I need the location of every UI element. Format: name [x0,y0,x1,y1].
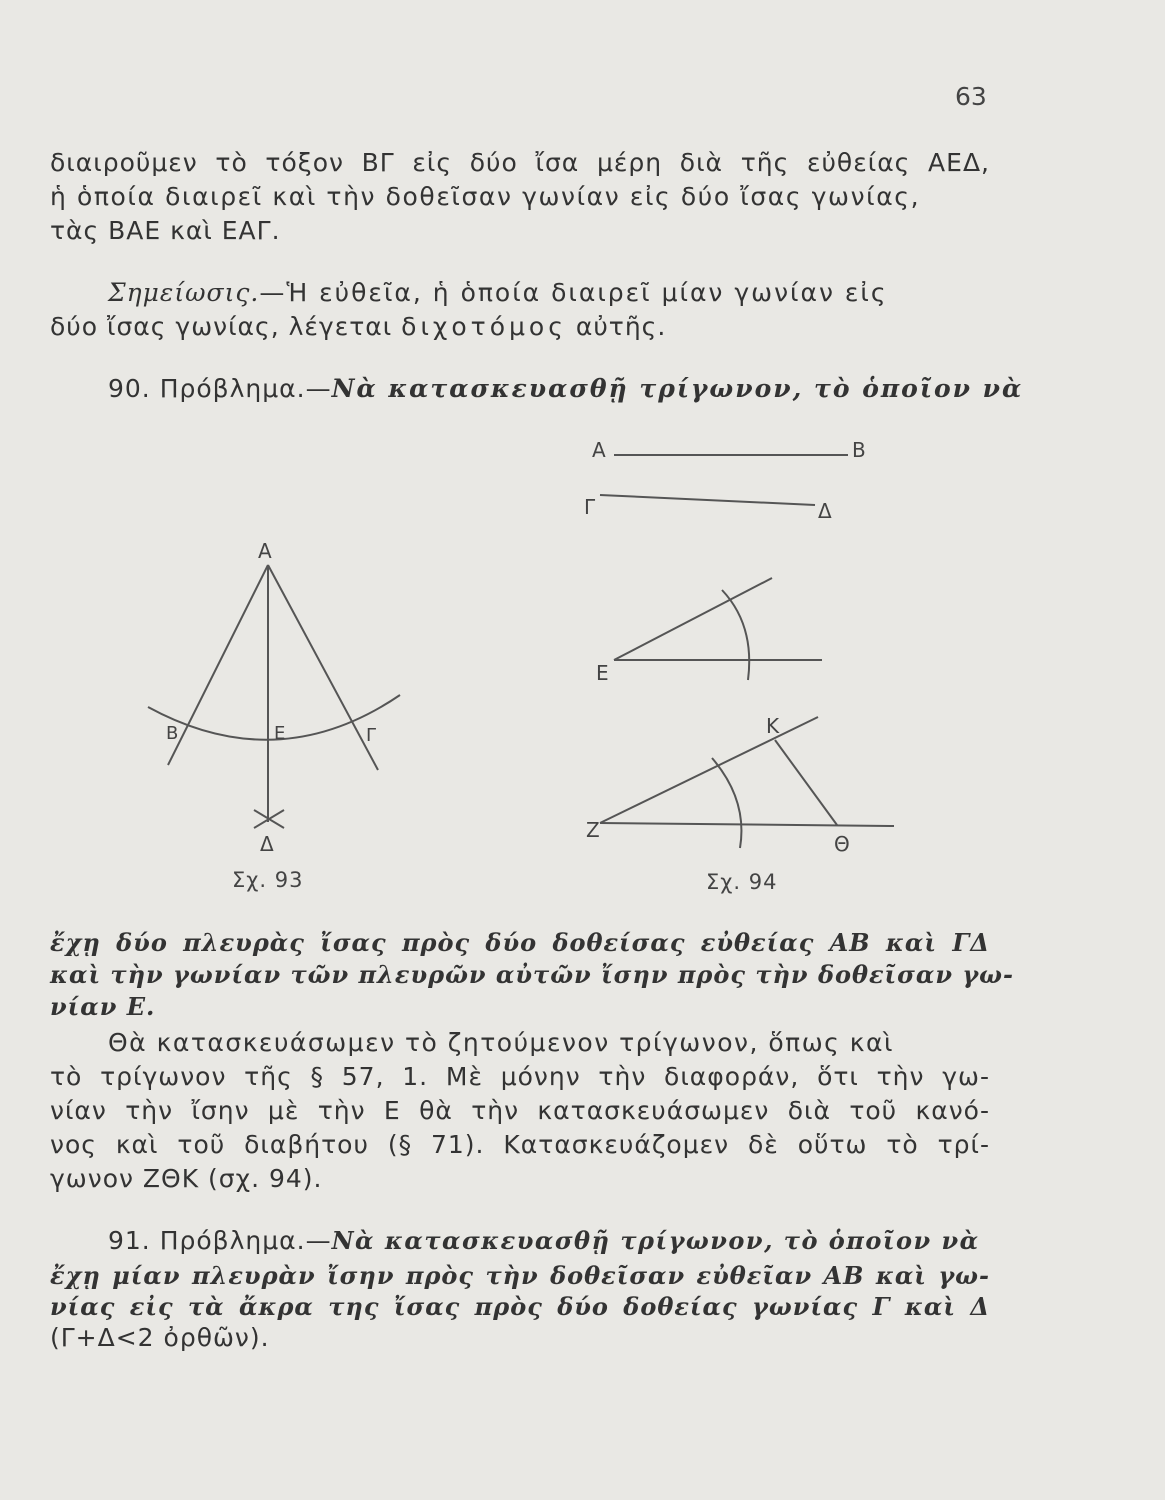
problem-90-title: 90. Πρόβλημα. [108,374,306,403]
page-number: 63 [955,82,987,111]
fig94-caption: Σχ. 94 [706,870,778,894]
note-text: δύο ἴσας γωνίας, λέγεται [50,312,402,341]
text-line: τὰς ΒΑΕ καὶ ΕΑΓ. [50,216,281,245]
problem-90-line-3: καὶ τὴν γωνίαν τῶν πλευρῶν αὐτῶν ἴσην πρὸς τὴν δοθεῖσαν γω- [50,960,1014,989]
fig94-label-d: Δ [818,499,832,523]
problem-90-line-2: ἔχῃ δύο πλευρὰς ἴσας πρὸς δύο δοθείσας εὐθείας ΑΒ καὶ ΓΔ [50,928,990,957]
text-line: γωνον ΖΘΚ (σχ. 94). [50,1164,323,1193]
fig94-side-kth [775,740,837,825]
fig94-label-a: Α [592,438,606,462]
problem-91-line-3: νίας εἰς τὰ ἄκρα της ἴσας πρὸς δύο δοθείας γωνίας Γ καὶ Δ [50,1292,990,1321]
problem-90-line-4: νίαν Ε. [50,992,156,1021]
text-line: ἡ ὁποία διαιρεῖ καὶ τὴν δοθεῖσαν γωνίαν εἰς δύο ἴσας γωνίας, [50,182,921,211]
problem-91-line-1 [50,1224,990,1258]
problem-91-text: Νὰ κατασκευασθῇ τρίγωνον, τὸ ὁποῖον νὰ [331,1226,980,1255]
problem-91-body [50,1260,990,1353]
fig93-label-e: Ε [274,723,286,744]
text-line: νος καὶ τοῦ διαβήτου (§ 71). Κατασκευάζομεν δὲ οὕτω τὸ τρί- [50,1130,990,1159]
note-label: Σημείωσις. [108,278,260,307]
fig94-label-g: Γ [584,495,596,519]
text-line: νίαν τὴν ἴσην μὲ τὴν Ε θὰ τὴν κατασκευάσωμεν διὰ τοῦ κανό- [50,1096,990,1125]
fig93-label-g: Γ [366,725,377,746]
fig94-label-k: Κ [766,714,780,738]
note-text: αὐτῆς. [566,312,667,341]
problem-91-title: 91. Πρόβλημα. [108,1226,306,1255]
fig94-side-zth [600,823,894,826]
fig93-label-d: Δ [260,832,274,856]
problem-90-dash: — [305,374,332,403]
text-line: τὸ τρίγωνον τῆς § 57, 1. Μὲ μόνην τὴν διαφοράν, ὅτι τὴν γω- [50,1062,990,1091]
fig94-angle-e-arc [722,590,749,680]
fig94-side-zk [600,717,818,823]
problem-91-line-4: (Γ+Δ<2 ὀρθῶν). [50,1323,270,1352]
fig94-angle-z-arc [712,758,741,848]
problem-90-text: Νὰ κατασκευασθῇ τρίγωνον, τὸ ὁποῖον νὰ [331,374,1024,403]
text-line: Θὰ κατασκευάσωμεν τὸ ζητούμενον τρίγωνον, ὅπως καὶ [108,1028,894,1057]
fig94-label-e: Ε [596,661,609,685]
problem-90-body [50,927,1014,1023]
fig94-label-b: Β [852,438,866,462]
fig93-caption: Σχ. 93 [232,868,304,892]
fig93-label-a: Α [258,539,272,563]
problem-91-line-2: ἔχῃ μίαν πλευρὰν ἴσην πρὸς τὴν δοθεῖσαν εὐθεῖαν ΑΒ καὶ γω- [50,1261,990,1290]
fig94-label-z: Ζ [586,818,600,842]
fig94-label-th: Θ [834,832,850,856]
fig94-segment-gd [600,495,815,505]
problem-91 [50,1224,990,1258]
problem-91-dash: — [305,1226,332,1255]
text-line: διαιροῦμεν τὸ τόξον ΒΓ εἰς δύο ἴσα μέρη διὰ τῆς εὐθείας ΑΕΔ, [50,148,990,177]
note-term: διχοτόμος [401,312,567,341]
paragraph-construct [50,1026,990,1196]
note-text: —Ἡ εὐθεῖα, ἡ ὁποία διαιρεῖ μίαν γωνίαν εἰς [259,278,888,307]
fig93-label-b: Β [166,723,179,744]
